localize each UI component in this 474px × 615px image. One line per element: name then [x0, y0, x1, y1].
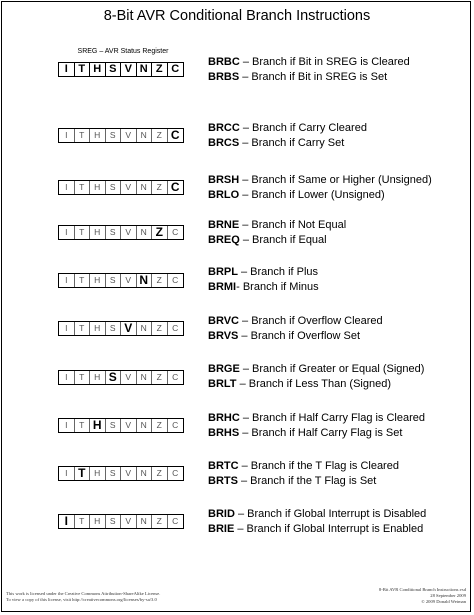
sreg-bit-v: V — [121, 274, 137, 287]
sreg-bit-h: H — [90, 181, 106, 194]
sreg-bit-s: S — [106, 181, 122, 194]
instruction-description: – Branch if Bit in SREG is Cleared — [239, 56, 410, 68]
sreg-bit-i: I — [59, 226, 75, 239]
sreg-diagram — [58, 273, 184, 288]
mnemonic: BRCC — [208, 122, 240, 134]
sreg-bit-z: Z — [152, 181, 168, 194]
mnemonic: BRLT — [208, 378, 237, 390]
sreg-bit-i: I — [59, 371, 75, 384]
sreg-bit-c: C — [172, 468, 179, 478]
sreg-bit-n: N — [137, 63, 153, 76]
instruction-pair — [208, 55, 410, 85]
sreg-bit-v: V — [121, 129, 137, 142]
instruction-description: – Branch if Same or Higher (Unsigned) — [239, 174, 432, 186]
sreg-bit-i: I — [59, 129, 75, 142]
mnemonic: BRHC — [208, 412, 240, 424]
sreg-bit-i: I — [59, 181, 75, 194]
instruction-description: – Branch if Greater or Equal (Signed) — [239, 363, 425, 375]
instruction-line — [208, 280, 319, 295]
sreg-bit-c: C — [172, 275, 179, 285]
mnemonic: BRIE — [208, 523, 235, 535]
mnemonic: BRLO — [208, 189, 240, 201]
sreg-bit-h: H — [90, 63, 106, 76]
instruction-line — [208, 329, 383, 344]
sreg-diagram — [58, 128, 184, 143]
instruction-line — [208, 426, 425, 441]
sreg-bit-t: T — [75, 467, 91, 480]
sreg-bit-s: S — [106, 322, 122, 335]
instruction-pair — [208, 459, 399, 489]
sreg-diagram — [58, 418, 184, 433]
sreg-bit-n: N — [137, 226, 153, 239]
instruction-pair — [208, 411, 425, 441]
sreg-bit-i: I — [59, 63, 75, 76]
instruction-line — [208, 173, 432, 188]
sreg-bit-t: T — [75, 419, 91, 432]
sreg-bit-n: N — [137, 322, 153, 335]
sreg-bit-h: H — [90, 467, 106, 480]
instruction-line — [208, 121, 367, 136]
sreg-bit-h: H — [90, 226, 106, 239]
instruction-description: – Branch if Half Carry Flag is Cleared — [239, 412, 426, 424]
sreg-bit-v: V — [121, 419, 137, 432]
sreg-diagram — [58, 370, 184, 385]
instruction-description: – Branch if Global Interrupt is Disabled — [234, 508, 427, 520]
instruction-description: – Branch if Half Carry Flag is Set — [239, 427, 403, 439]
sreg-bit-s: S — [106, 129, 122, 142]
instruction-pair — [208, 507, 426, 537]
instruction-description: – Branch if Not Equal — [239, 219, 347, 231]
instruction-line — [208, 522, 426, 537]
sreg-diagram — [58, 321, 184, 336]
sreg-bit-t: T — [75, 181, 91, 194]
sreg-bit-c: C — [172, 372, 179, 382]
sreg-bit-t: T — [75, 322, 91, 335]
sreg-bit-z: Z — [152, 322, 168, 335]
sreg-bit-v: V — [121, 226, 137, 239]
instruction-line — [208, 70, 410, 85]
license-line-2: To view a copy of this license, visit http://creativecommons.org/licenses/by-sa/3.0 — [6, 597, 157, 602]
mnemonic: BRVS — [208, 330, 239, 342]
instruction-pair — [208, 265, 319, 295]
sreg-diagram — [58, 514, 184, 529]
sreg-bit-c: C — [170, 180, 180, 194]
instruction-line — [208, 474, 399, 489]
license-line-1: This work is licensed under the Creative Commons Attribution-ShareAlike License. — [6, 591, 161, 596]
sreg-bit-i: I — [59, 467, 75, 480]
sreg-bit-t: T — [75, 63, 91, 76]
instruction-pair — [208, 314, 383, 344]
mnemonic: BRCS — [208, 137, 240, 149]
instruction-description: – Branch if Less Than (Signed) — [236, 378, 392, 390]
instruction-description: – Branch if Carry Cleared — [239, 122, 367, 134]
sreg-diagram — [58, 180, 184, 195]
sreg-bit-n: N — [137, 419, 153, 432]
instruction-description: – Branch if Overflow Set — [238, 330, 361, 342]
sreg-bit-c: C — [171, 63, 180, 75]
page-title: 8-Bit AVR Conditional Branch Instructions — [103, 8, 371, 24]
sreg-bit-i: I — [59, 322, 75, 335]
copyright: © 2009 Donald Weiman — [421, 599, 466, 604]
sreg-caption: SREG – AVR Status Register — [77, 48, 169, 55]
sreg-bit-s: S — [106, 63, 122, 76]
instruction-description: – Branch if Global Interrupt is Enabled — [234, 523, 424, 535]
sreg-bit-v: V — [121, 515, 137, 528]
instruction-line — [208, 459, 399, 474]
instruction-description: – Branch if Bit in SREG is Set — [239, 71, 388, 83]
instruction-pair — [208, 218, 346, 248]
instruction-line — [208, 55, 410, 70]
instruction-description: – Branch if Plus — [237, 266, 319, 278]
mnemonic: BRBC — [208, 56, 240, 68]
mnemonic: BREQ — [208, 234, 240, 246]
sreg-bit-c: C — [172, 516, 179, 526]
sreg-bit-i: I — [59, 274, 75, 287]
sreg-bit-t: T — [75, 129, 91, 142]
sreg-bit-z: Z — [152, 129, 168, 142]
file-name: 8-Bit AVR Conditional Branch Instructions.vsd — [378, 587, 466, 592]
sreg-bit-s: S — [106, 371, 122, 384]
instruction-line — [208, 507, 426, 522]
sreg-bit-s: S — [106, 274, 122, 287]
instruction-line — [208, 377, 424, 392]
mnemonic: BRPL — [208, 266, 238, 278]
sreg-bit-n: N — [137, 371, 153, 384]
mnemonic: BRTC — [208, 460, 239, 472]
instruction-description: – Branch if the T Flag is Set — [237, 475, 377, 487]
sreg-bit-c: C — [172, 323, 179, 333]
mnemonic: BRNE — [208, 219, 240, 231]
sreg-bit-z: Z — [152, 515, 168, 528]
sreg-bit-z: Z — [152, 419, 168, 432]
instruction-description: – Branch if Carry Set — [239, 137, 345, 149]
mnemonic: BRVC — [208, 315, 239, 327]
sreg-bit-c: C — [172, 420, 179, 430]
sreg-bit-z: Z — [152, 371, 168, 384]
sreg-diagram — [58, 466, 184, 481]
sreg-bit-n: N — [137, 515, 153, 528]
instruction-description: – Branch if Overflow Cleared — [238, 315, 383, 327]
sreg-bit-v: V — [121, 322, 137, 335]
instruction-line — [208, 362, 424, 377]
sreg-bit-z: Z — [152, 467, 168, 480]
sreg-bit-h: H — [90, 371, 106, 384]
mnemonic: BRSH — [208, 174, 240, 186]
sreg-bit-h: H — [90, 515, 106, 528]
sreg-bit-t: T — [75, 226, 91, 239]
mnemonic: BRID — [208, 508, 235, 520]
sreg-register — [58, 62, 184, 77]
sreg-bit-z: Z — [152, 63, 168, 76]
sreg-bit-v: V — [121, 63, 137, 76]
document-info — [379, 587, 466, 605]
instruction-line — [208, 233, 346, 248]
instruction-line — [208, 136, 367, 151]
mnemonic: BRBS — [208, 71, 240, 83]
instruction-pair — [208, 173, 432, 203]
sreg-bit-h: H — [90, 322, 106, 335]
sreg-bit-v: V — [121, 467, 137, 480]
sreg-bit-n: N — [137, 467, 153, 480]
sreg-bit-i: I — [59, 515, 75, 528]
license-note — [6, 591, 160, 603]
sreg-bit-v: V — [121, 181, 137, 194]
sreg-bit-s: S — [106, 515, 122, 528]
instruction-line — [208, 265, 319, 280]
instruction-line — [208, 411, 425, 426]
instruction-pair — [208, 362, 424, 392]
mnemonic: BRMI — [208, 281, 237, 293]
sreg-bit-t: T — [75, 515, 91, 528]
sreg-bit-h: H — [90, 274, 106, 287]
sreg-bit-t: T — [75, 371, 91, 384]
instruction-pair — [208, 121, 367, 151]
mnemonic: BRTS — [208, 475, 238, 487]
sreg-bit-i: I — [59, 419, 75, 432]
mnemonic: BRHS — [208, 427, 240, 439]
sreg-bit-c: C — [170, 128, 180, 142]
instruction-description: – Branch if Lower (Unsigned) — [239, 189, 385, 201]
sreg-bit-z: Z — [152, 226, 168, 239]
sreg-bit-s: S — [106, 419, 122, 432]
sreg-bit-s: S — [106, 467, 122, 480]
sreg-bit-h: H — [90, 419, 106, 432]
document-date: 28 September 2009 — [430, 593, 466, 598]
sreg-diagram — [58, 225, 184, 240]
instruction-line — [208, 188, 432, 203]
instruction-line — [208, 314, 383, 329]
instruction-description: – Branch if the T Flag is Cleared — [238, 460, 399, 472]
sreg-bit-z: Z — [152, 274, 168, 287]
sreg-bit-s: S — [106, 226, 122, 239]
sreg-bit-v: V — [121, 371, 137, 384]
instruction-description: - Branch if Minus — [236, 281, 319, 293]
sreg-bit-h: H — [90, 129, 106, 142]
sreg-bit-n: N — [137, 129, 153, 142]
sreg-bit-t: T — [75, 274, 91, 287]
sreg-bit-n: N — [137, 274, 153, 287]
sreg-bit-c: C — [172, 227, 179, 237]
instruction-line — [208, 218, 346, 233]
sreg-bit-n: N — [137, 181, 153, 194]
mnemonic: BRGE — [208, 363, 240, 375]
instruction-description: – Branch if Equal — [239, 234, 327, 246]
